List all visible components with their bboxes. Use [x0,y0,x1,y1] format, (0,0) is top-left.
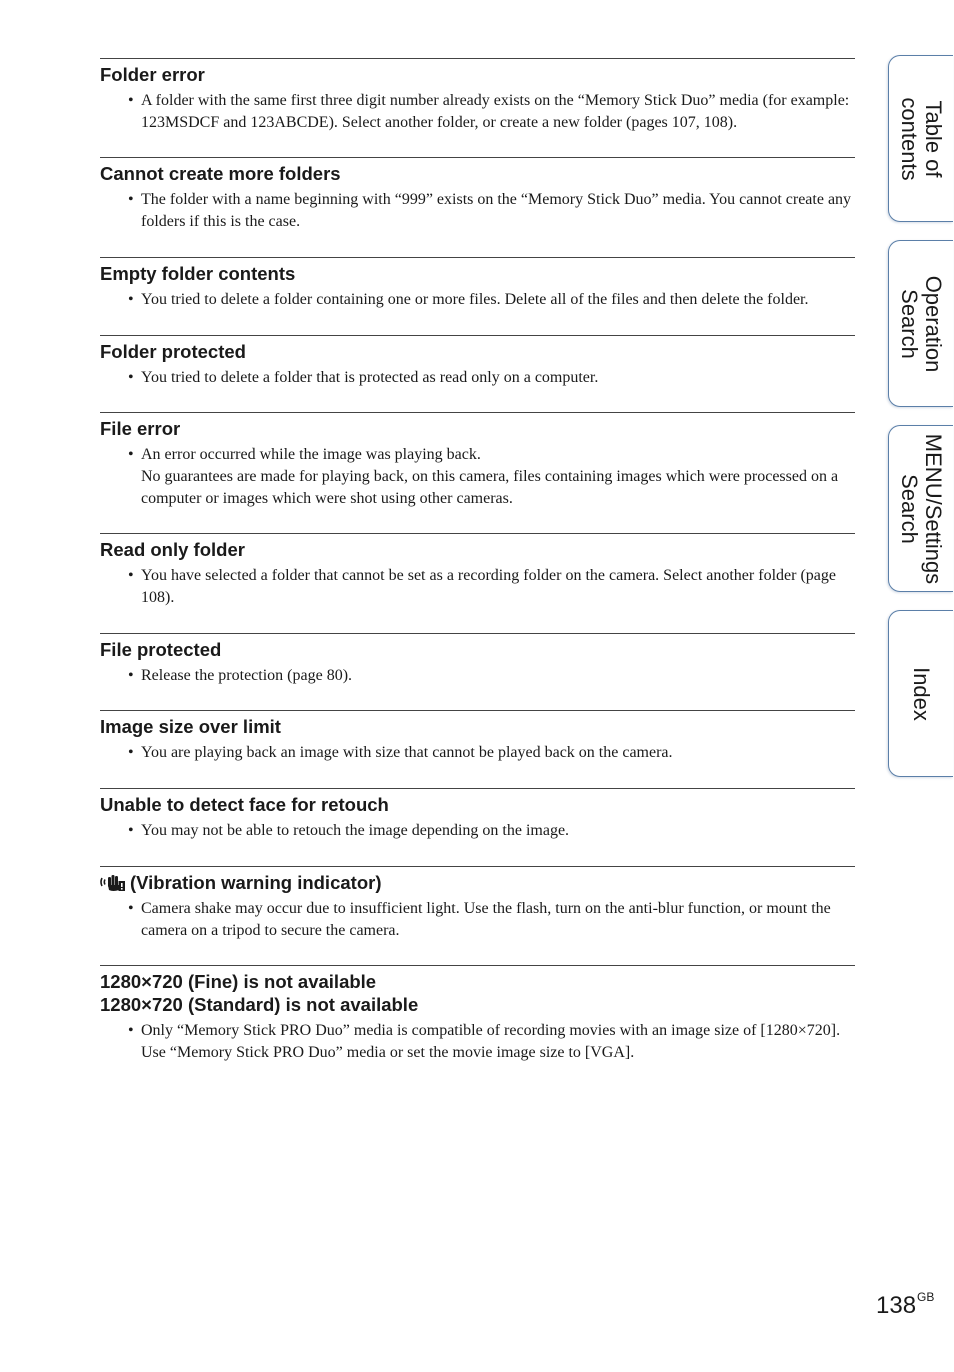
bullet-item: • An error occurred while the image was playing back. No guarantees are made for playing back, on this camera, files containing images which were processed on a computer or images which were shot using other cameras. [128,446,839,507]
section-heading: Unable to detect face for retouch [100,794,389,816]
bullet-item: • The folder with a name beginning with “999” exists on the “Memory Stick Duo” media. You cannot create any folders if this is the case. [128,191,852,231]
section-heading: Image size over limit [100,716,281,738]
bullet-item: • You may not be able to retouch the image depending on the image. [128,822,570,840]
tab-menu-settings-search[interactable] [888,425,953,592]
section-face-retouch [100,788,855,866]
section-vibration-warning [100,866,855,965]
section-heading: Empty folder contents [100,262,296,284]
section-read-only-folder [100,533,855,632]
message-list [100,58,855,1064]
tab-index[interactable] [888,610,953,777]
tab-label: Index [909,666,934,721]
section-file-error [100,412,855,533]
section-heading: 1280×720 (Fine) is not available 1280×720 (Standard) is not available [100,971,419,1016]
section-folder-protected [100,335,855,413]
bullet-item: • You have selected a folder that cannot be set as a recording folder on the camera. Select another folder (page 108). [128,567,836,607]
section-empty-folder [100,257,855,335]
tab-table-of-contents[interactable] [888,55,953,222]
page-number: $138^{GB}$ [876,1290,935,1319]
section-heading: Folder error [100,64,205,85]
section-image-size-limit [100,710,855,788]
bullet-item: • Only “Memory Stick PRO Duo” media is compatible of recording movies with an image size of [1280×720]. Use “Memory Stick PRO Duo” media or set the movie image size to [VGA]. [128,1022,841,1061]
tab-operation-search[interactable] [888,240,953,407]
section-heading: Read only folder [100,539,245,561]
bullet-item: • Release the protection (page 80). [128,666,353,684]
vibration-warning-icon [100,872,126,892]
tab-label: Table of contents [897,96,946,181]
bullet-item: • You tried to delete a folder containing one or more files. Delete all of the files and then delete the folder. [128,290,809,308]
section-heading: Cannot create more folders [100,163,341,185]
bullet-item: • You tried to delete a folder that is protected as read only on a computer. [128,368,599,386]
bullet-item: • A folder with the same first three digit number already exists on the “Memory Stick Duo” media (for example: 123MSDCF and 123ABCDE). Select another folder, or create a new folder (pages 107, 108). [128,92,850,131]
section-heading: Folder protected [100,340,246,362]
bullet-item: • Camera shake may occur due to insufficient light. Use the flash, turn on the anti-blur function, or mount the camera on a tripod to secure the camera. [128,899,831,939]
tab-label: Operation Search [897,275,946,372]
side-navigation-tabs [888,0,954,1372]
section-heading: File error [100,418,181,440]
bullet-item: • You are playing back an image with size that cannot be played back on the camera. [128,744,673,762]
section-heading: (Vibration warning indicator) [100,871,855,894]
section-heading: File protected [100,638,222,660]
section-file-protected [100,633,855,711]
tab-label: MENU/Settings Search [897,433,946,584]
section-cannot-create-folders [100,157,855,256]
section-folder-error [100,58,855,157]
section-1280x720-unavailable [100,965,855,1063]
